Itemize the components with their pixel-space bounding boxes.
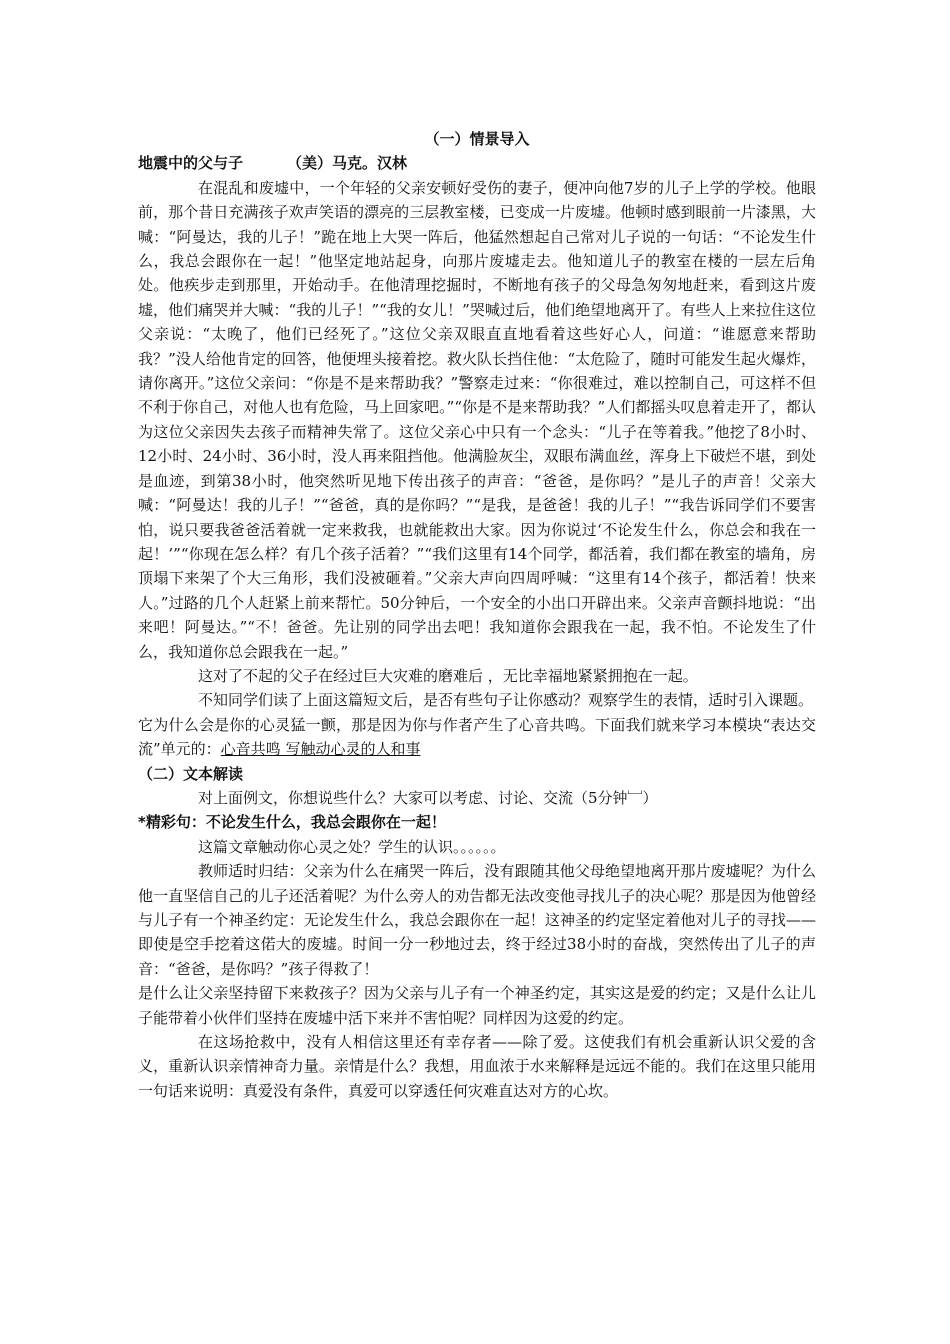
topic-link: 心音共鸣 写触动心灵的人和事 xyxy=(220,740,421,759)
intro-paragraph xyxy=(138,713,816,762)
article-author: （美）马克。汉林 xyxy=(287,154,408,173)
story-paragraph: 在混乱和废墟中，一个年轻的父亲安顿好受伤的妻子，便冲向他7岁的儿子上学的学校。他眼前，那个昔日充满孩子欢声笑语的漂亮的三层教室楼，已变成一片废墟。他顿时感到眼前一片漆黑，大喊：“阿曼达，我的儿子！”跪在地上大哭一阵后，他猛然想起自己常对儿子说的一句话：“不论发生什么，我总会跟你在一起！”他坚定地站起身，向那片废墟走去。他知道儿子的教室在楼的一层左后角处。他疾步走到那里，开始动手。在他清理挖掘时，不断地有孩子的父母急匆匆地赶来，看到这片废墟，他们痛哭并大喊：“我的儿子！”“我的女儿！”哭喊过后，他们绝望地离开了。有些人上来拉住这位父亲说：“太晚了，他们已经死了。”这位父亲双眼直直地看着这些好心人，问道：“谁愿意来帮助我？”没人给他肯定的回答，他便埋头接着挖。救火队长挡住他：“太危险了，随时可能发生起火爆炸，请你离开。”这位父亲问：“你是不是来帮助我？”警察走过来：“你很难过，难以控制自己，可这样不但不利于你自己，对他人也有危险，马上回家吧。”“你是不是来帮助我？”人们都摇头叹息着走开了，都认为这位父亲因失去孩子而精神失常了。这位父亲心中只有一个念头：“儿子在等着我。”他挖了8小时、12小时、24小时、36小时，没人再来阻挡他。他满脸灰尘，双眼布满血丝，浑身上下破烂不堪，到处是血迹，到第38小时，他突然听见地下传出孩子的声音：“爸爸，是你吗？”是儿子的声音！父亲大喊：“阿曼达！我的儿子！”“爸爸，真的是你吗？”“是我，是爸爸！我的儿子！”“我告诉同学们不要害怕，说只要我爸爸活着就一定来救我，也就能救出大家。因为你说过‘不论发生什么，你总会和我在一起！’”“你现在怎么样？有几个孩子活着？”“我们这里有14个同学，都活着，我们都在教室的墙角，房顶塌下来架了个大三角形，我们没被砸着。”父亲大声向四周呼喊：“这里有14个孩子，都活着！快来人。”过路的几个人赶紧上前来帮忙。50分钟后，一个安全的小出口开辟出来。父亲声音颤抖地说：“出来吧！阿曼达。”“不！爸爸。先让别的同学出去吧！我知道你会跟我在一起，我不怕。不论发生了什么，我知道你总会跟我在一起。” xyxy=(138,178,816,661)
intro-text: 它为什么会是你的心灵猛一颤，那是因为你与作者产生了心音共鸣。下面我们就来学习本模块“表达交流”单元的： xyxy=(138,715,816,759)
highlight-sentence: *精彩句：不论发生什么，我总会跟你在一起！ xyxy=(138,813,446,832)
section1-heading: （一）情景导入 xyxy=(424,130,530,148)
conclusion-paragraph: 在这场抢救中，没有人相信这里还有幸存者——除了爱。这使我们有机会重新认识父爱的含义，重新认识亲情神奇力量。亲情是什么？我想，用血浓于水来解释是远远不能的。我们在这里只能用一句话来说明：真爱没有条件，真爱可以穿透任何灾难直达对方的心坎。 xyxy=(138,1033,816,1100)
article-title-line xyxy=(138,151,816,175)
article-title: 地震中的父与子 xyxy=(138,154,244,173)
question-paragraph: 不知同学们读了上面这篇短文后，是否有些句子让你感动？观察学生的表情，适时引入课题。 xyxy=(198,691,814,710)
discussion-prompt-text: 对上面例文，你想说些什么？大家可以考虑、讨论、交流（5分钟 xyxy=(198,788,628,807)
section2-heading: （二）文本解读 xyxy=(138,764,244,783)
touch-question: 这篇文章触动你心灵之处？学生的认识。。。。。。 xyxy=(198,837,506,856)
teacher-summary: 教师适时归结：父亲为什么在痛哭一阵后，没有跟随其他父母绝望地离开那片废墟呢？为什么他一直坚信自己的儿子还活着呢？为什么旁人的劝告都无法改变他寻找儿子的决心呢？那是因为他曾经与儿子有一个神圣约定：无论发生什么，我总会跟你在一起！这神圣的约定坚定着他对儿子的寻找——即使是空手挖着这偌大的废墟。时间一分一秒地过去，终于经过38小时的奋战，突然传出了儿子的声音：“爸爸，是你吗？”孩子得救了！ xyxy=(138,862,816,978)
why-paragraph: 是什么让父亲坚持留下来救孩子？因为父亲与儿子有一个神圣约定，其实这是爱的约定；又是什么让儿子能带着小伙伴们坚持在废墟中活下来并不害怕呢？同样因为这爱的约定。 xyxy=(138,984,816,1027)
document-page xyxy=(138,127,816,1103)
story-ending: 这对了不起的父子在经过巨大灾难的磨难后 ，无比幸福地紧紧拥抱在一起。 xyxy=(198,666,698,685)
bracket-mark: ﹈） xyxy=(627,788,658,807)
discussion-prompt xyxy=(138,786,816,810)
